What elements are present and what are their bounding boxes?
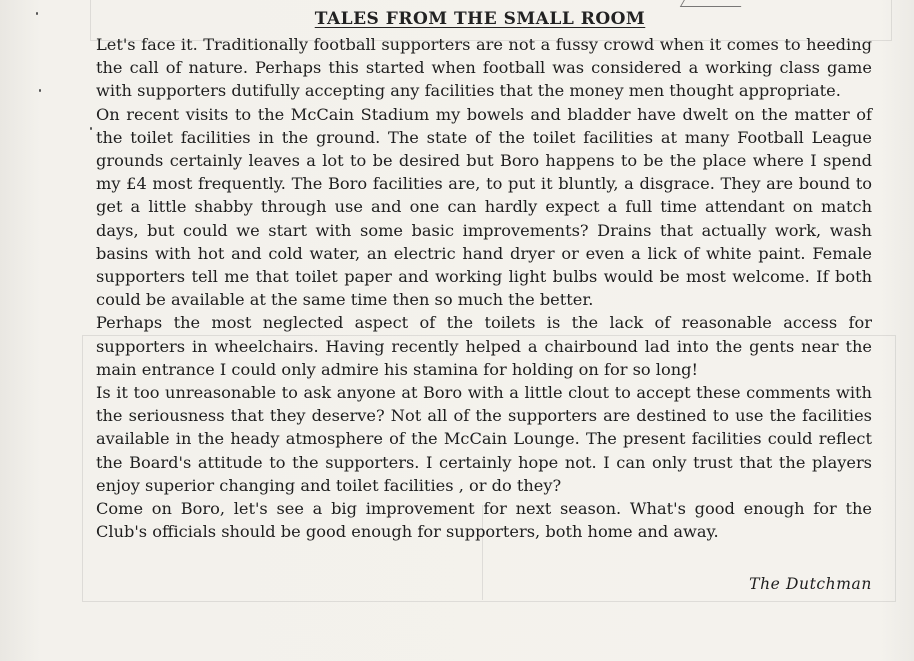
article-body	[96, 33, 872, 543]
article-title: TALES FROM THE SMALL ROOM	[314, 9, 646, 29]
paragraph: Let's face it. Traditionally football supporters are not a fussy crowd when it comes to heeding the call of nature. Perhaps this started when football was considered a working class game with supporters dutifully accepting any facilities that the money men thought appropriate.	[96, 35, 872, 101]
paragraph: Is it too unreasonable to ask anyone at Boro with a little clout to accept these comments with the seriousness that they deserve? Not all of the supporters are destined to use the facilities available in the heady atmosphere of the McCain Lounge. The present facilities could reflect the Board's attitude to the supporters. I certainly hope not. I can only trust that the players enjoy superior changing and toilet facilities , or do they?	[96, 383, 872, 495]
ink-mark	[680, 0, 747, 7]
paragraph: Perhaps the most neglected aspect of the toilets is the lack of reasonable access for supporters in wheelchairs. Having recently helped a chairbound lad into the gents near the main entrance I could only admire his stamina for holding on for so long!	[96, 313, 872, 379]
paragraph: On recent visits to the McCain Stadium my bowels and bladder have dwelt on the matter of the toilet facilities in the ground. The state of the toilet facilities at many Football League grounds certainly leaves a lot to be desired but Boro happens to be the place where I spend my £4 most frequently. The Boro facilities are, to put it bluntly, a disgrace. They are bound to get a little shabby through use and one can hardly expect a full time attendant on match days, but could we start with some basic improvements? Drains that actually work, wash basins with hot and cold water, an electric hand dryer or even a lick of white paint. Female supporters tell me that toilet paper and working light bulbs would be most welcome. If both could be available at the same time then so much the better.	[96, 104, 872, 310]
margin-dot	[90, 127, 92, 130]
margin-dot	[39, 89, 41, 92]
paragraph: Come on Boro, let's see a big improvement for next season. What's good enough for the Club's officials should be good enough for supporters, both home and away.	[96, 499, 872, 542]
author-signature: The Dutchman	[749, 575, 872, 593]
